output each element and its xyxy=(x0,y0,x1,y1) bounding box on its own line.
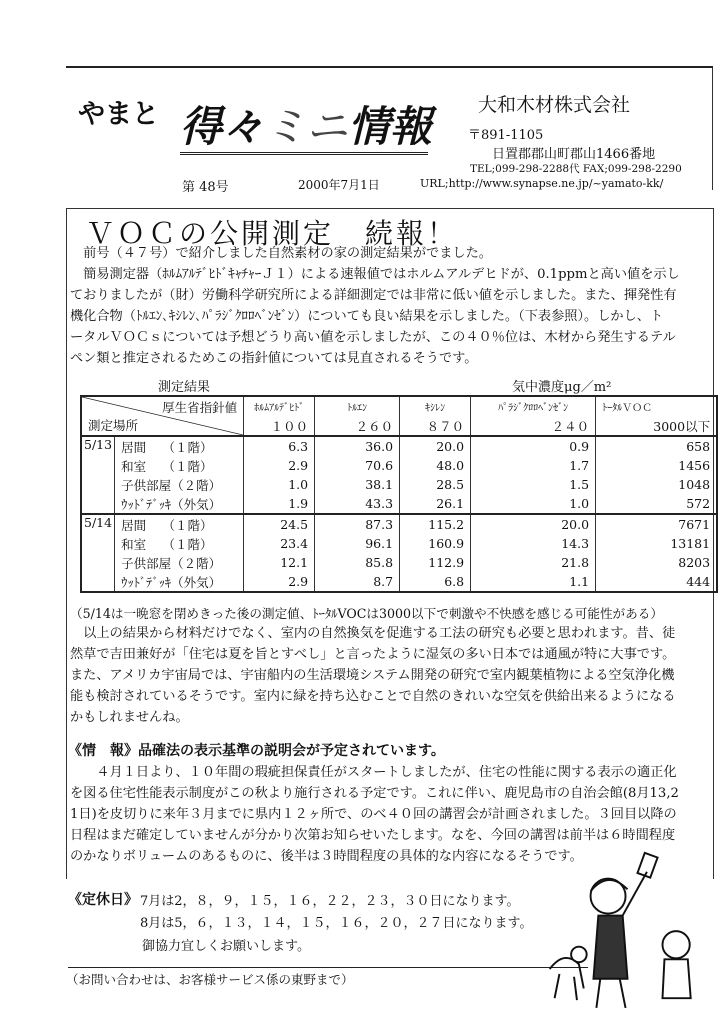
table-row xyxy=(81,514,717,534)
value-cell: 1.1 xyxy=(471,572,596,592)
value-cell: 1048 xyxy=(596,475,718,494)
table-row xyxy=(81,572,717,592)
value-cell: 8203 xyxy=(596,553,718,572)
value-cell: 96.1 xyxy=(315,534,400,553)
corner-header-top: 厚生省指針値 xyxy=(162,400,238,415)
text-line: を図る住宅性能表示制度がこの秋より施行される予定です。これに伴い、鹿児島市の自治会館(8月13,2 xyxy=(70,786,679,801)
text-line: また、アメリカ宇宙局では、宇宙船内の生活環境システム開発の研究で室内観葉植物による空気浄化機 xyxy=(70,668,675,683)
value-cell: 24.5 xyxy=(244,514,315,534)
column-header: ﾄｰﾀﾙＶＯＣ xyxy=(596,396,718,416)
place-cell: 居間 （１階） xyxy=(115,436,244,456)
value-cell: 87.3 xyxy=(315,514,400,534)
value-cell: 1.0 xyxy=(471,494,596,514)
value-cell: 20.0 xyxy=(471,514,596,534)
value-cell: 28.5 xyxy=(400,475,471,494)
text-line: ４月１日より、１０年間の瑕疵担保責任がスタートしましたが、住宅の性能に関する表示の適正化 xyxy=(70,765,677,780)
postal-code: 〒891-1105 xyxy=(468,128,544,143)
address: 日置郡郡山町郡山1466番地 xyxy=(492,147,656,162)
title-underline xyxy=(180,152,428,155)
value-cell: 658 xyxy=(596,436,718,456)
value-cell: 7671 xyxy=(596,514,718,534)
text-line: 日程はまだ確定していませんが分かり次第お知らせいたします。なを、今回の講習は前半は６時間程度 xyxy=(70,828,676,843)
value-cell: 85.8 xyxy=(315,553,400,572)
table-row xyxy=(81,494,717,514)
title-part: ミニ xyxy=(264,102,349,151)
value-cell: 2.9 xyxy=(244,456,315,475)
table-row xyxy=(81,456,717,475)
issue-date: 2000年7月1日 xyxy=(298,178,380,192)
thanks-note: 御協力宜しくお願いします。 xyxy=(142,939,310,954)
company-name: 大和木材株式会社 xyxy=(478,94,631,116)
value-cell: 26.1 xyxy=(400,494,471,514)
value-cell: 1.7 xyxy=(471,456,596,475)
value-cell: 444 xyxy=(596,572,718,592)
place-cell: ｳｯﾄﾞﾃﾞｯｷ（外気） xyxy=(115,572,244,592)
value-cell: 14.3 xyxy=(471,534,596,553)
text-line: 然草で吉田兼好が「住宅は夏を旨とすべし」と言ったように湿気の多い日本では通風が特に大事です。 xyxy=(70,647,676,662)
value-cell: 1.0 xyxy=(244,475,315,494)
text-line: ておりましたが（財）労働科学研究所による詳細測定では非常に低い値を示しました。また、揮発性有 xyxy=(70,288,677,303)
table-row xyxy=(81,534,717,553)
text-line: 以上の結果から材料だけでなく、室内の自然換気を促進する工法の研究も必要と思われます。昔、徒 xyxy=(70,626,676,641)
value-cell: 23.4 xyxy=(244,534,315,553)
table-row xyxy=(81,436,717,456)
value-cell: 1.9 xyxy=(244,494,315,514)
guideline-value: 3000以下 xyxy=(596,416,718,436)
text-line: 前号（４７号）で紹介しました自然素材の家の測定結果がでました。 xyxy=(70,246,492,261)
issue-number: 第 48号 xyxy=(182,180,229,195)
guideline-value: ２６０ xyxy=(315,416,400,436)
guideline-value: ２４０ xyxy=(471,416,596,436)
value-cell: 48.0 xyxy=(400,456,471,475)
value-cell: 38.1 xyxy=(315,475,400,494)
value-cell: 115.2 xyxy=(400,514,471,534)
title-part: 情報 xyxy=(348,102,433,151)
value-cell: 12.1 xyxy=(244,553,315,572)
value-cell: 160.9 xyxy=(400,534,471,553)
value-cell: 20.0 xyxy=(400,436,471,456)
cartoon-illustration xyxy=(540,850,715,1020)
table-unit: 気中濃度μg／m² xyxy=(512,380,612,395)
text-line: 機化合物（ﾄﾙｴﾝ､ｷｼﾚﾝ､ﾊﾟﾗｼﾞｸﾛﾛﾍﾞﾝｾﾞﾝ）についても良い結果を示しました。（下表参照）。しかし、ト xyxy=(70,309,664,324)
table-row xyxy=(81,475,717,494)
guideline-value: １００ xyxy=(244,416,315,436)
value-cell: 0.9 xyxy=(471,436,596,456)
divider xyxy=(68,967,588,968)
newsletter-title xyxy=(180,94,432,154)
value-cell: 6.3 xyxy=(244,436,315,456)
value-cell: 13181 xyxy=(596,534,718,553)
info-heading: 《情 報》品確法の表示基準の説明会が予定されています。 xyxy=(68,743,445,759)
value-cell: 6.8 xyxy=(400,572,471,592)
place-cell: 子供部屋（２階） xyxy=(115,475,244,494)
text-line: ペン類と推定されるためこの指針値については見直されるそうです。 xyxy=(70,351,478,366)
article-intro xyxy=(70,243,680,369)
measurement-table xyxy=(80,395,718,593)
text-line: ータルＶＯＣｓについては予想どうり高い値を示しましたが、この４０％位は、木材から発生するテル xyxy=(70,330,676,345)
date-cell: 5/13 xyxy=(81,436,115,514)
text-line: 1日)を皮切りに来年３月までに県内１２ヶ所で、のべ４０回の講習会が計画されました。３回目以降の xyxy=(70,807,677,822)
place-cell: 和室 （１階） xyxy=(115,456,244,475)
place-cell: ｳｯﾄﾞﾃﾞｯｷ（外気） xyxy=(115,494,244,514)
column-header: ﾎﾙﾑｱﾙﾃﾞﾋﾄﾞ xyxy=(244,396,315,416)
text-line: かもしれませんね。 xyxy=(70,710,189,725)
table-header-row xyxy=(81,396,717,416)
corner-header-bottom: 測定場所 xyxy=(88,418,139,433)
place-cell: 和室 （１階） xyxy=(115,534,244,553)
place-cell: 居間 （１階） xyxy=(115,514,244,534)
place-cell: 子供部屋（２階） xyxy=(115,553,244,572)
holidays-august: 8月は5，６，１３，１４，１５，１６，２０，２７日になります。 xyxy=(140,916,533,931)
article-title: ＶＯＣの公開測定 続報！ xyxy=(86,217,459,250)
value-cell: 70.6 xyxy=(315,456,400,475)
article-conclusion xyxy=(70,623,676,728)
text-line: 簡易測定器（ﾎﾙﾑｱﾙﾃﾞﾋﾄﾞｷｬﾁｬｰＪ１）による速報値ではホルムアルデヒドが、0.1ppmと高い値を示し xyxy=(70,267,680,282)
table-row xyxy=(81,553,717,572)
text-line: 能も検討されているそうです。室内に緑を持ち込むことで自然のきれいな空気を供給出来るようになる xyxy=(70,689,676,704)
value-cell: 36.0 xyxy=(315,436,400,456)
date-cell: 5/14 xyxy=(81,514,115,592)
website-url[interactable]: URL;http://www.synapse.ne.jp/~yamato-kk/ xyxy=(420,177,664,190)
holiday-label: 《定休日》 xyxy=(68,892,138,908)
value-cell: 1456 xyxy=(596,456,718,475)
tel-fax: TEL;099-298-2288代 FAX;099-298-2290 xyxy=(470,163,682,175)
value-cell: 43.3 xyxy=(315,494,400,514)
value-cell: 572 xyxy=(596,494,718,514)
holidays-july: 7月は2，８，９，１５，１６，２２，２３，３０日になります。 xyxy=(140,894,520,909)
value-cell: 112.9 xyxy=(400,553,471,572)
column-header: ﾄﾙｴﾝ xyxy=(315,396,400,416)
column-header: ﾊﾟﾗｼﾞｸﾛﾛﾍﾞﾝｾﾞﾝ xyxy=(471,396,596,416)
value-cell: 2.9 xyxy=(244,572,315,592)
value-cell: 21.8 xyxy=(471,553,596,572)
contact-note: （お問い合わせは、お客様サービス係の東野まで） xyxy=(66,972,354,987)
text-line: のかなりボリュームのあるものに、後半は３時間程度の具体的な内容になるそうです。 xyxy=(70,849,583,864)
guideline-value: ８７０ xyxy=(400,416,471,436)
table-note: （5/14は一晩窓を閉めきった後の測定値、ﾄｰﾀﾙVOCは3000以下で刺激や不快感を感じる可能性がある） xyxy=(70,606,663,621)
value-cell: 1.5 xyxy=(471,475,596,494)
table-caption: 測定結果 xyxy=(158,380,211,395)
column-header: ｷｼﾚﾝ xyxy=(400,396,471,416)
title-part: 得々 xyxy=(180,102,265,151)
value-cell: 8.7 xyxy=(315,572,400,592)
brand-name: やまと xyxy=(78,99,159,130)
